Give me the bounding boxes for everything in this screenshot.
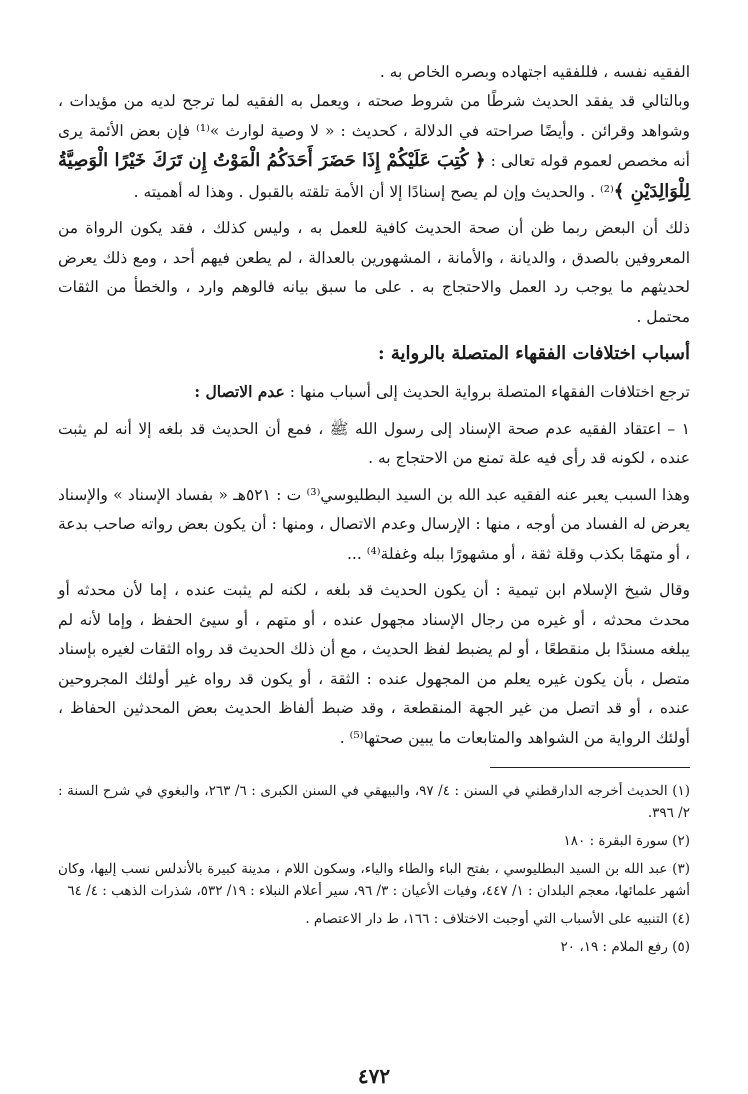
section-heading: أسباب اختلافات الفقهاء المتصلة بالرواية : <box>377 343 690 364</box>
footnote-1: (١) الحديث أخرجه الدارقطني في السنن : ٤/ ٩٧، والبيهقي في السنن الكبرى : ٦/ ٢٦٣، والبغوي في شرح السنة : ٢/ ٣٩٦. <box>58 783 691 821</box>
paragraph-4: ١ – اعتقاد الفقيه عدم صحة الإسناد إلى رسول الله ﷺ ، فمع أن الحديث قد بلغه إلا أنه لم يثبت عنده ، لكونه قد رأى فيه علة تمنع من الاحتجاج به . <box>58 419 690 467</box>
paragraph-3-bold: عدم الاتصال : <box>194 382 285 401</box>
footnote-4: (٤) التنبيه على الأسباب التي أوجبت الاختلاف : ١٦٦، ط دار الاعتصام . <box>305 911 690 927</box>
paragraph-3-text: ترجع اختلافات الفقهاء المتصلة برواية الحديث إلى أسباب منها : <box>289 383 690 401</box>
quran-verse: ﴿ كُتِبَ عَلَيْكُمْ إِذَا حَضَرَ أَحَدَكُمُ الْمَوْتُ إِن تَرَكَ خَيْرًا الْوَصِيَّةُ لِلْوَالِدَيْنِ ﴾ <box>58 150 690 202</box>
page-number: ٤٧٢ <box>357 1064 391 1088</box>
footnote-5: (٥) رفع الملام : ١٩، ٢٠ <box>560 939 690 955</box>
paragraph-3 <box>58 377 690 408</box>
paragraph-1 <box>58 87 690 207</box>
footnote-2: (٢) سورة البقرة : ١٨٠ <box>563 833 690 849</box>
paragraph-1-end: ⁽²⁾ . والحديث وإن لم يصح إسنادًا إلا أن الأمة تلقته بالقبول . وهذا له أهميته . <box>133 182 614 201</box>
footnote-separator <box>490 767 690 768</box>
paragraph-6: وقال شيخ الإسلام ابن تيمية : أن يكون الحديث قد بلغه ، لكنه لم يثبت عنده ، إما لأن محدثه أو محدث محدثه ، أو غيره من رجال الإسناد مجهول عنده ، أو متهم ، أو سيئ الحفظ ، وإما لأنه لم يبلغه مسندًا بل منقطعًا ، أو لم يضبط لفظ الحديث ، مع أن ذلك الحديث قد رواه الثقات لغيره بإسناد متصل ، بأن يكون غيره يعلم من المجهول عنده : الثقة ، أو يكون قد رواه غير أولئك المجروحين عنده ، أو قد اتصل من غير الجهة المنقطعة ، وقد ضبط ألفاظ الحديث بعض المحدثين الحفاظ ، أولئك الرواية من الشواهد والمتابعات ما يبين صحتها⁽⁵⁾ . <box>58 581 690 747</box>
paragraph-2: ذلك أن البعض ربما ظن أن صحة الحديث كافية للعمل به ، وليس كذلك ، فقد يكون الرواة من المعروفين بالصدق ، والديانة ، والأمانة ، المشهورين بالعدالة ، لم يطعن فيهم أحد ، ومع ذلك يعرض لحديثهم ما يوجب رد العمل والاحتجاج به . على ما سبق بيانه فالوهم وارد ، والخطأ من الثقات محتمل . <box>58 219 690 326</box>
opening-line: الفقيه نفسه ، فللفقيه اجتهاده وبصره الخاص به . <box>379 63 690 81</box>
paragraph-5: وهذا السبب يعبر عنه الفقيه عبد الله بن السيد البطليوسي⁽³⁾ ت : ٥٢١هـ « بفساد الإسناد » والإسناد يعرض له الفساد من أوجه ، منها : الإرسال وعدم الاتصال ، ومنها : أن يكون بعض رواته صاحب بدعة ، أو متهمًا بكذب وقلة ثقة ، أو مشهورًا ببله وغفلة⁽⁴⁾ ... <box>58 485 690 563</box>
page-body <box>58 58 690 1068</box>
footnote-3: (٣) عبد الله بن السيد البطليوسي ، بفتح الباء والطاء والياء، وسكون اللام ، مدينة كبيرة بالأندلس نسب إليها، وكان أشهر علمائها، معجم البلدان : ١/ ٤٤٧، وفيات الأعيان : ٣/ ٩٦، سير أعلام النبلاء : ١٩/ ٥٣٢، شذرات الذهب : ٤/ ٦٤ <box>58 861 690 899</box>
paragraph-1-text: وبالتالي قد يفقد الحديث شرطًا من شروط صحته ، ويعمل به الفقيه لما ترجح لديه من مؤيدات ، وشواهد وقرائن . وأيضًا صراحته في الدلالة ، كحديث : « لا وصية لوارث »⁽¹⁾ فإن بعض الأئمة يرى أنه مخصص لعموم قوله تعالى : <box>58 92 690 170</box>
